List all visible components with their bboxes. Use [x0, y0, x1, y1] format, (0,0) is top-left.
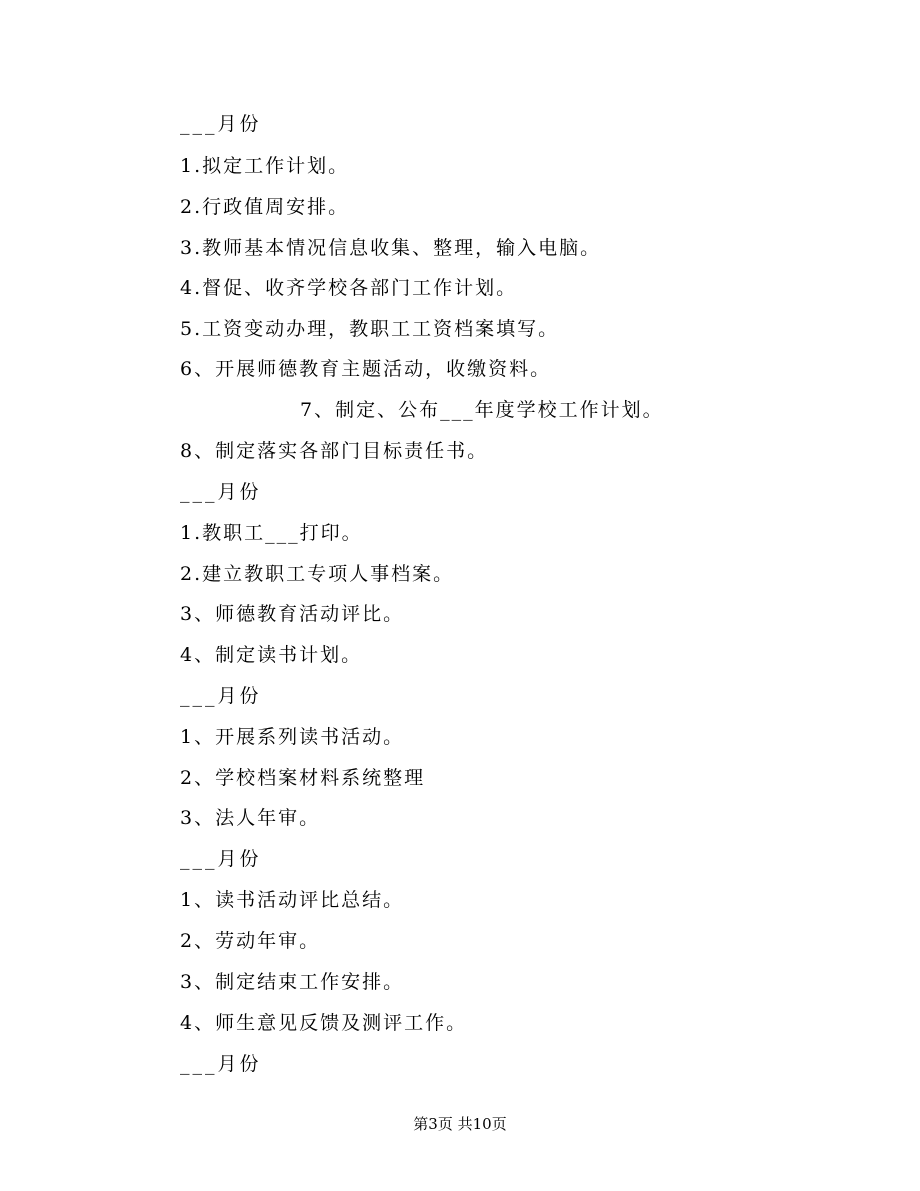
month-heading: ___月份 — [180, 113, 262, 135]
list-item: 2、劳动年审。 — [180, 930, 321, 952]
list-item: 4、师生意见反馈及测评工作。 — [180, 1012, 468, 1034]
page-number: 第3页 共10页 — [413, 1115, 507, 1133]
list-item: 2.建立教职工专项人事档案。 — [180, 563, 455, 585]
list-item: 5.工资变动办理，教职工工资档案填写。 — [180, 318, 560, 340]
list-item: 3.教师基本情况信息收集、整理，输入电脑。 — [180, 237, 602, 259]
month-heading: ___月份 — [180, 848, 262, 870]
list-item: 2、学校档案材料系统整理 — [180, 767, 426, 789]
list-item: 1、读书活动评比总结。 — [180, 889, 405, 911]
list-item: 3、师德教育活动评比。 — [180, 603, 405, 625]
list-item: 1.教职工___打印。 — [180, 522, 363, 544]
list-item: 4.督促、收齐学校各部门工作计划。 — [180, 277, 518, 299]
list-item: 8、制定落实各部门目标责任书。 — [180, 440, 489, 462]
month-heading: ___月份 — [180, 1053, 262, 1075]
list-item: 6、开展师德教育主题活动，收缴资料。 — [180, 358, 552, 380]
list-item: 4、制定读书计划。 — [180, 644, 363, 666]
month-heading: ___月份 — [180, 685, 262, 707]
list-item: 2.行政值周安排。 — [180, 196, 350, 218]
list-item: 3、法人年审。 — [180, 807, 321, 829]
list-item: 1、开展系列读书活动。 — [180, 726, 405, 748]
list-item: 1.拟定工作计划。 — [180, 155, 350, 177]
month-heading: ___月份 — [180, 481, 262, 503]
list-item: 7、制定、公布___年度学校工作计划。 — [300, 399, 664, 421]
list-item: 3、制定结束工作安排。 — [180, 971, 405, 993]
